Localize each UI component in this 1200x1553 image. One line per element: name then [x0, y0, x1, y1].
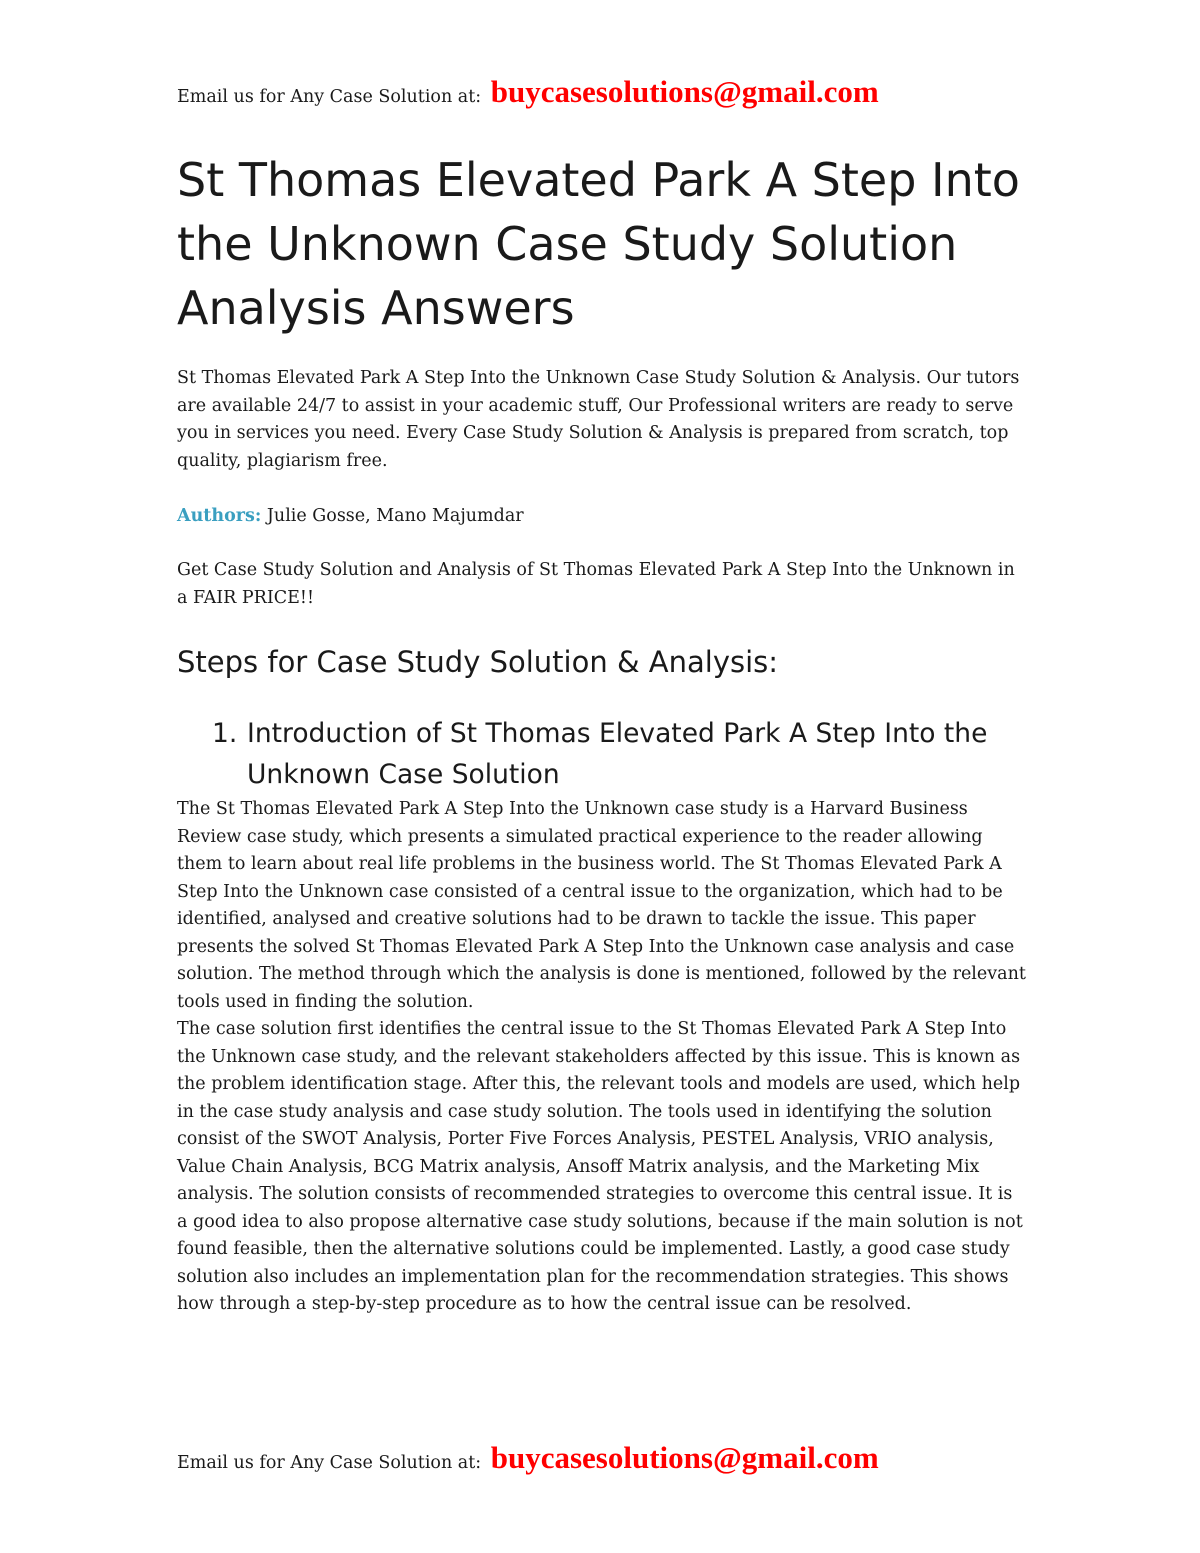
email-prefix-text: Email us for Any Case Solution at:: [177, 1453, 482, 1473]
price-paragraph: Get Case Study Solution and Analysis of St Thomas Elevated Park A Step Into the Unknown in a FAIR PRICE!!: [177, 560, 1015, 608]
body-paragraph: The case solution first identifies the central issue to the St Thomas Elevated Park A Step Into the Unknown case study, and the relevant stakeholders affected by this issue. This is known as the problem identification stage. After this, the relevant tools and models are used, which help in the case study analysis and case study solution. The tools used in identifying the solution consist of the SWOT Analysis, Porter Five Forces Analysis, PESTEL Analysis, VRIO analysis, Value Chain Analysis, BCG Matrix analysis, Ansoff Matrix analysis, and the Marketing Mix analysis. The solution consists of recommended strategies to overcome this central issue. It is a good idea to also propose alternative case study solutions, because if the main solution is not found feasible, then the alternative solutions could be implemented. Lastly, a good case study solution also includes an implementation plan for the recommendation strategies. This shows how through a step-by-step procedure as to how the central issue can be resolved.: [177, 1019, 1023, 1314]
authors-label: Authors:: [177, 506, 262, 526]
email-address-link[interactable]: buycasesolutions@gmail.com: [490, 1440, 879, 1475]
body-paragraph: The St Thomas Elevated Park A Step Into the Unknown case study is a Harvard Business Review case study, which presents a simulated practical experience to the reader allowing them to learn about real life problems in the business world. The St Thomas Elevated Park A Step Into the Unknown case consisted of a central issue to the organization, which had to be identified, analysed and creative solutions had to be drawn to tackle the issue. This paper presents the solved St Thomas Elevated Park A Step Into the Unknown case analysis and case solution. The method through which the analysis is done is mentioned, followed by the relevant tools used in finding the solution.: [177, 799, 1026, 1012]
email-address-link[interactable]: buycasesolutions@gmail.com: [490, 74, 879, 109]
email-contact-top: [177, 74, 1037, 110]
email-contact-bottom: [177, 1440, 1037, 1476]
steps-heading: Steps for Case Study Solution & Analysis:: [177, 645, 779, 679]
step-1-title: Introduction of St Thomas Elevated Park A Step Into the Unknown Case Solution: [247, 718, 988, 790]
step-1-heading: [212, 713, 1012, 795]
authors-names: Julie Gosse, Mano Majumdar: [266, 506, 524, 526]
authors-line: [177, 503, 1027, 531]
email-prefix-text: Email us for Any Case Solution at:: [177, 87, 482, 107]
document-title: St Thomas Elevated Park A Step Into the Unknown Case Study Solution Analysis Answers: [177, 153, 1020, 335]
intro-paragraph: St Thomas Elevated Park A Step Into the Unknown Case Study Solution & Analysis. Our tutors are available 24/7 to assist in your academic stuff, Our Professional writers are ready to serve you in services you need. Every Case Study Solution & Analysis is prepared from scratch, top quality, plagiarism free.: [177, 368, 1020, 471]
step-1-body: [177, 796, 1027, 1319]
step-1-number: 1.: [212, 718, 238, 749]
